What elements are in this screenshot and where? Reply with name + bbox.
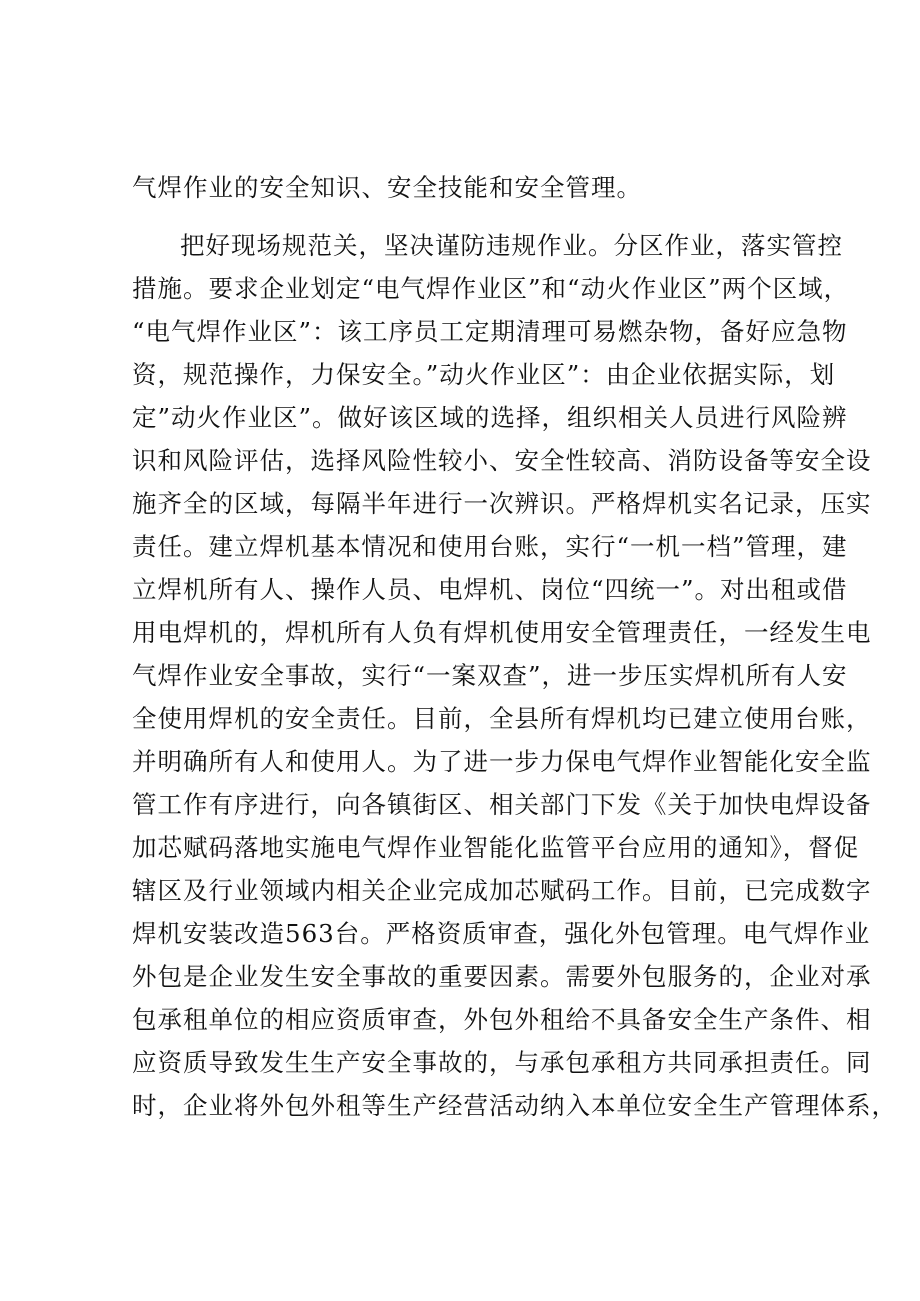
text-line: 责任。建立焊机基本情况和使用台账，实行“一机一档”管理，建	[132, 532, 848, 561]
paragraph-first-line: 把好现场规范关，坚决谨防违规作业。分区作业，落实管控	[180, 231, 843, 260]
text-line: 用电焊机的，焊机所有人负有焊机使用安全管理责任，一经发生电	[132, 618, 872, 647]
text-line: 焊机安装改造563台。严格资质审查，强化外包管理。电气焊作业	[132, 919, 871, 948]
text-line: 资，规范操作，力保安全。”动火作业区”：由企业依据实际，划	[132, 360, 836, 389]
text-line: 辖区及行业领域内相关企业完成加芯赋码工作。目前，已完成数字	[132, 876, 872, 905]
text-line: 应资质导致发生生产安全事故的，与承包承租方共同承担责任。同	[132, 1048, 872, 1077]
text-line: 加芯赋码落地实施电气焊作业智能化监管平台应用的通知》，督促	[132, 833, 860, 862]
text-line: 管工作有序进行，向各镇街区、相关部门下发《关于加快电焊设备	[132, 790, 872, 819]
text-line: 措施。要求企业划定“电气焊作业区”和“动火作业区”两个区域，	[132, 274, 850, 303]
text-line: 识和风险评估，选择风险性较小、安全性较高、消防设备等安全设	[132, 446, 872, 475]
text-line: 包承租单位的相应资质审查，外包外租给不具备安全生产条件、相	[132, 1005, 872, 1034]
text-line: 时，企业将外包外租等生产经营活动纳入本单位安全生产管理体系，	[132, 1091, 897, 1120]
text-line: 立焊机所有人、操作人员、电焊机、岗位“四统一”。对出租或借	[132, 575, 848, 604]
text-line: 气焊作业的安全知识、安全技能和安全管理。	[132, 173, 642, 202]
text-line: 全使用焊机的安全责任。目前，全县所有焊机均已建立使用台账，	[132, 704, 872, 733]
text-line: “电气焊作业区”：该工序员工定期清理可易燃杂物，备好应急物	[132, 317, 848, 346]
text-line: 定”动火作业区”。做好该区域的选择，组织相关人员进行风险辨	[132, 403, 848, 432]
text-line: 外包是企业发生安全事故的重要因素。需要外包服务的，企业对承	[132, 962, 872, 991]
text-line: 施齐全的区域，每隔半年进行一次辨识。严格焊机实名记录，压实	[132, 489, 872, 518]
text-line: 并明确所有人和使用人。为了进一步力保电气焊作业智能化安全监	[132, 747, 872, 776]
text-line: 气焊作业安全事故，实行“一案双查”，进一步压实焊机所有人安	[132, 661, 848, 690]
